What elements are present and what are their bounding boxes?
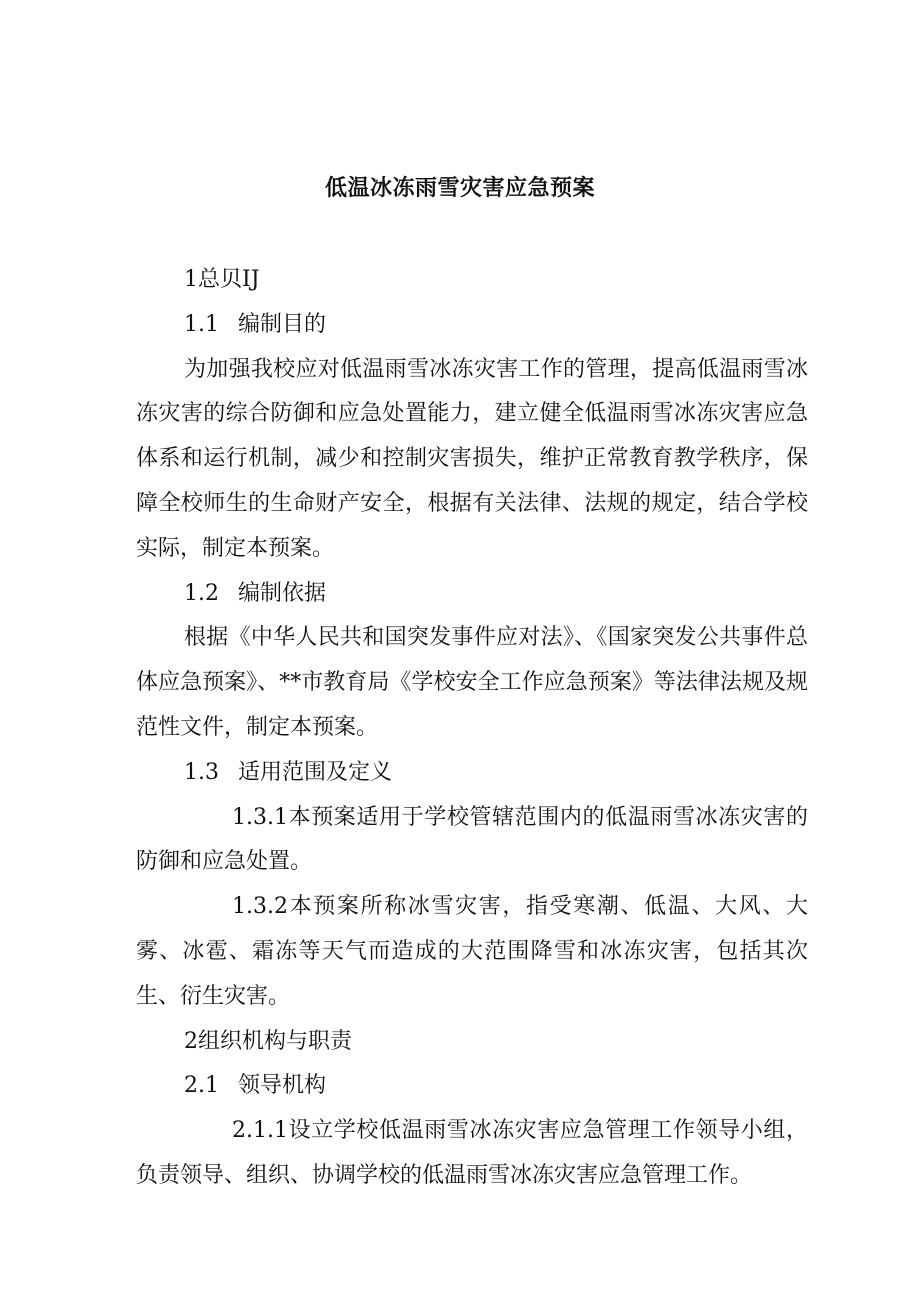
section-1-3-2-paragraph (136, 885, 808, 1019)
section-title: 领导机构 (238, 1073, 327, 1099)
section-number: 1.2 (184, 580, 219, 606)
section-1-3-1-paragraph (136, 796, 808, 886)
section-1-heading: 1总贝IJ (184, 267, 260, 292)
clause-text: 本预案适用于学校管辖范围内的低温雨雪冰冻灾害的防御和应急处置。 (136, 804, 808, 875)
clause-text: 设立学校低温雨雪冰冻灾害应急管理工作领导小组，负责领导、组织、协调学校的低温雨雪冰冻灾害应急管理工作。 (136, 1118, 808, 1188)
section-title: 编制依据 (238, 580, 327, 606)
document-body (136, 258, 808, 1199)
section-number: 2.1 (184, 1073, 219, 1099)
section-1-1-heading (136, 303, 808, 348)
section-number: 1.3 (184, 759, 219, 785)
section-1-3-heading (136, 751, 808, 796)
clause-number: 1.3.2 (232, 894, 288, 920)
section-2-heading: 2组织机构与职责 (184, 1028, 352, 1054)
section-title: 编制目的 (238, 311, 327, 337)
section-2-1-heading (136, 1064, 808, 1109)
section-1-1-paragraph: 为加强我校应对低温雨雪冰冻灾害工作的管理，提高低温雨雪冰冻灾害的综合防御和应急处置能力，建立健全低温雨雪冰冻灾害应急体系和运行机制，减少和控制灾害损失，维护正常教育教学秩序，保障全校师生的生命财产安全，根据有关法律、法规的规定，结合学校实际，制定本预案。 (136, 356, 808, 561)
clause-number: 2.1.1 (232, 1118, 288, 1144)
section-number: 1.1 (184, 311, 219, 337)
section-1-2-heading (136, 572, 808, 617)
section-1-2-paragraph: 根据《中华人民共和国突发事件应对法》、《国家突发公共事件总体应急预案》、**市教育局《学校安全工作应急预案》等法律法规及规范性文件，制定本预案。 (136, 625, 808, 740)
clause-number: 1.3.1 (232, 804, 288, 830)
clause-text: 本预案所称冰雪灾害，指受寒潮、低温、大风、大雾、冰雹、霜冻等天气而造成的大范围降雪和冰冻灾害，包括其次生、衍生灾害。 (136, 894, 808, 1009)
section-title: 适用范围及定义 (238, 759, 393, 785)
document-title: 低温冰冻雨雪灾害应急预案 (324, 175, 595, 201)
section-2-1-1-paragraph (136, 1109, 808, 1199)
